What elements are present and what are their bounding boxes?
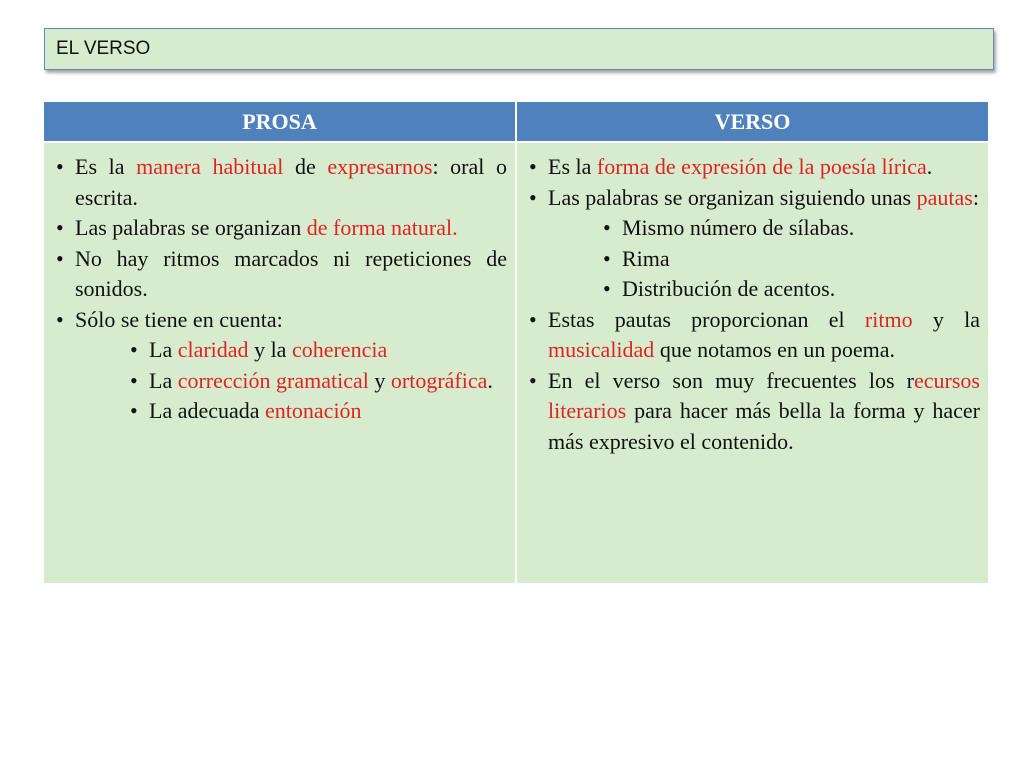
text: . (142, 276, 148, 301)
highlight-text: Distribución de acentos. (622, 276, 836, 301)
highlight-text: forma de expresión de la poesía lírica (596, 154, 927, 179)
verso-subitem-2 (548, 244, 980, 275)
text: y la (248, 337, 292, 362)
bullet: • (130, 337, 138, 362)
bullet: • (529, 154, 537, 179)
text: . (487, 367, 493, 393)
text: Las palabras se organizan (75, 215, 307, 240)
bullet: • (56, 306, 64, 332)
highlight-text: ecursos literarios (548, 367, 980, 423)
text: Las palabras se organizan siguiendo unas (548, 184, 917, 210)
text: para hacer más bella la forma y hacer más expresivo el contenido. (548, 398, 980, 454)
verso-item-4 (527, 366, 980, 458)
highlight-text: No hay ritmos marcados ni repeticiones de sonidos (75, 245, 507, 301)
text: . (926, 154, 933, 179)
verso-list (527, 152, 980, 457)
text: : oral o escrita. (75, 154, 507, 210)
prosa-subitem-3 (75, 396, 507, 427)
text: y (368, 367, 391, 393)
prosa-item-1 (54, 152, 507, 213)
text: Estas pautas proporcionan el (548, 306, 865, 332)
bullet: • (56, 154, 64, 179)
header-verso: VERSO (517, 102, 988, 141)
text: En el verso son muy frecuentes los r (548, 367, 915, 393)
highlight-text: expresarnos (327, 154, 433, 179)
text: La (149, 337, 178, 362)
text: Sólo se tiene en cuenta: (75, 306, 283, 332)
slide-title: EL VERSO (56, 38, 151, 59)
highlight-text: entonación (265, 398, 362, 423)
text: La adecuada (149, 398, 266, 423)
verso-subitem-1 (548, 213, 980, 244)
text: de (283, 154, 328, 179)
prosa-subitem-2 (75, 366, 507, 397)
highlight-text: musicalidad (548, 337, 655, 362)
text: que notamos en un poema. (654, 337, 896, 362)
highlight-text: pautas (916, 184, 973, 210)
highlight-text: coherencia (291, 337, 388, 362)
highlight-text: Mismo número de sílabas. (622, 215, 855, 240)
cell-verso (517, 143, 988, 583)
highlight-text: ortográfica (390, 367, 488, 393)
bullet: • (603, 245, 611, 271)
text: : (972, 184, 979, 210)
verso-subitem-3 (548, 274, 980, 305)
bullet: • (603, 276, 611, 301)
bullet: • (603, 215, 611, 240)
highlight-text: corrección gramatical (177, 367, 369, 393)
highlight-text: ritmo (864, 306, 913, 332)
highlight-text: manera habitual (136, 154, 284, 179)
highlight-text: de forma natural. (306, 215, 458, 240)
prosa-item-4 (54, 305, 507, 427)
slide-title-box (44, 28, 994, 70)
text: Es la (548, 154, 597, 179)
text: Es la (75, 154, 137, 179)
highlight-text: Rima (622, 245, 670, 271)
verso-sublist (548, 213, 980, 305)
prosa-subitem-1 (75, 335, 507, 366)
cell-prosa (44, 143, 515, 583)
prosa-item-3 (54, 244, 507, 305)
highlight-text: claridad (177, 337, 249, 362)
bullet: • (56, 245, 64, 271)
prosa-list (54, 152, 507, 427)
text: y la (912, 306, 980, 332)
bullet: • (130, 398, 138, 423)
bullet: • (529, 367, 537, 393)
verso-item-3 (527, 305, 980, 366)
verso-item-2 (527, 183, 980, 305)
comparison-table (44, 102, 988, 583)
verso-item-1 (527, 152, 980, 183)
bullet: • (529, 184, 537, 210)
prosa-item-2 (54, 213, 507, 244)
header-prosa: PROSA (44, 102, 515, 141)
bullet: • (56, 215, 64, 240)
bullet: • (529, 306, 537, 332)
text: La (149, 367, 178, 393)
prosa-sublist (75, 335, 507, 427)
bullet: • (130, 367, 138, 393)
